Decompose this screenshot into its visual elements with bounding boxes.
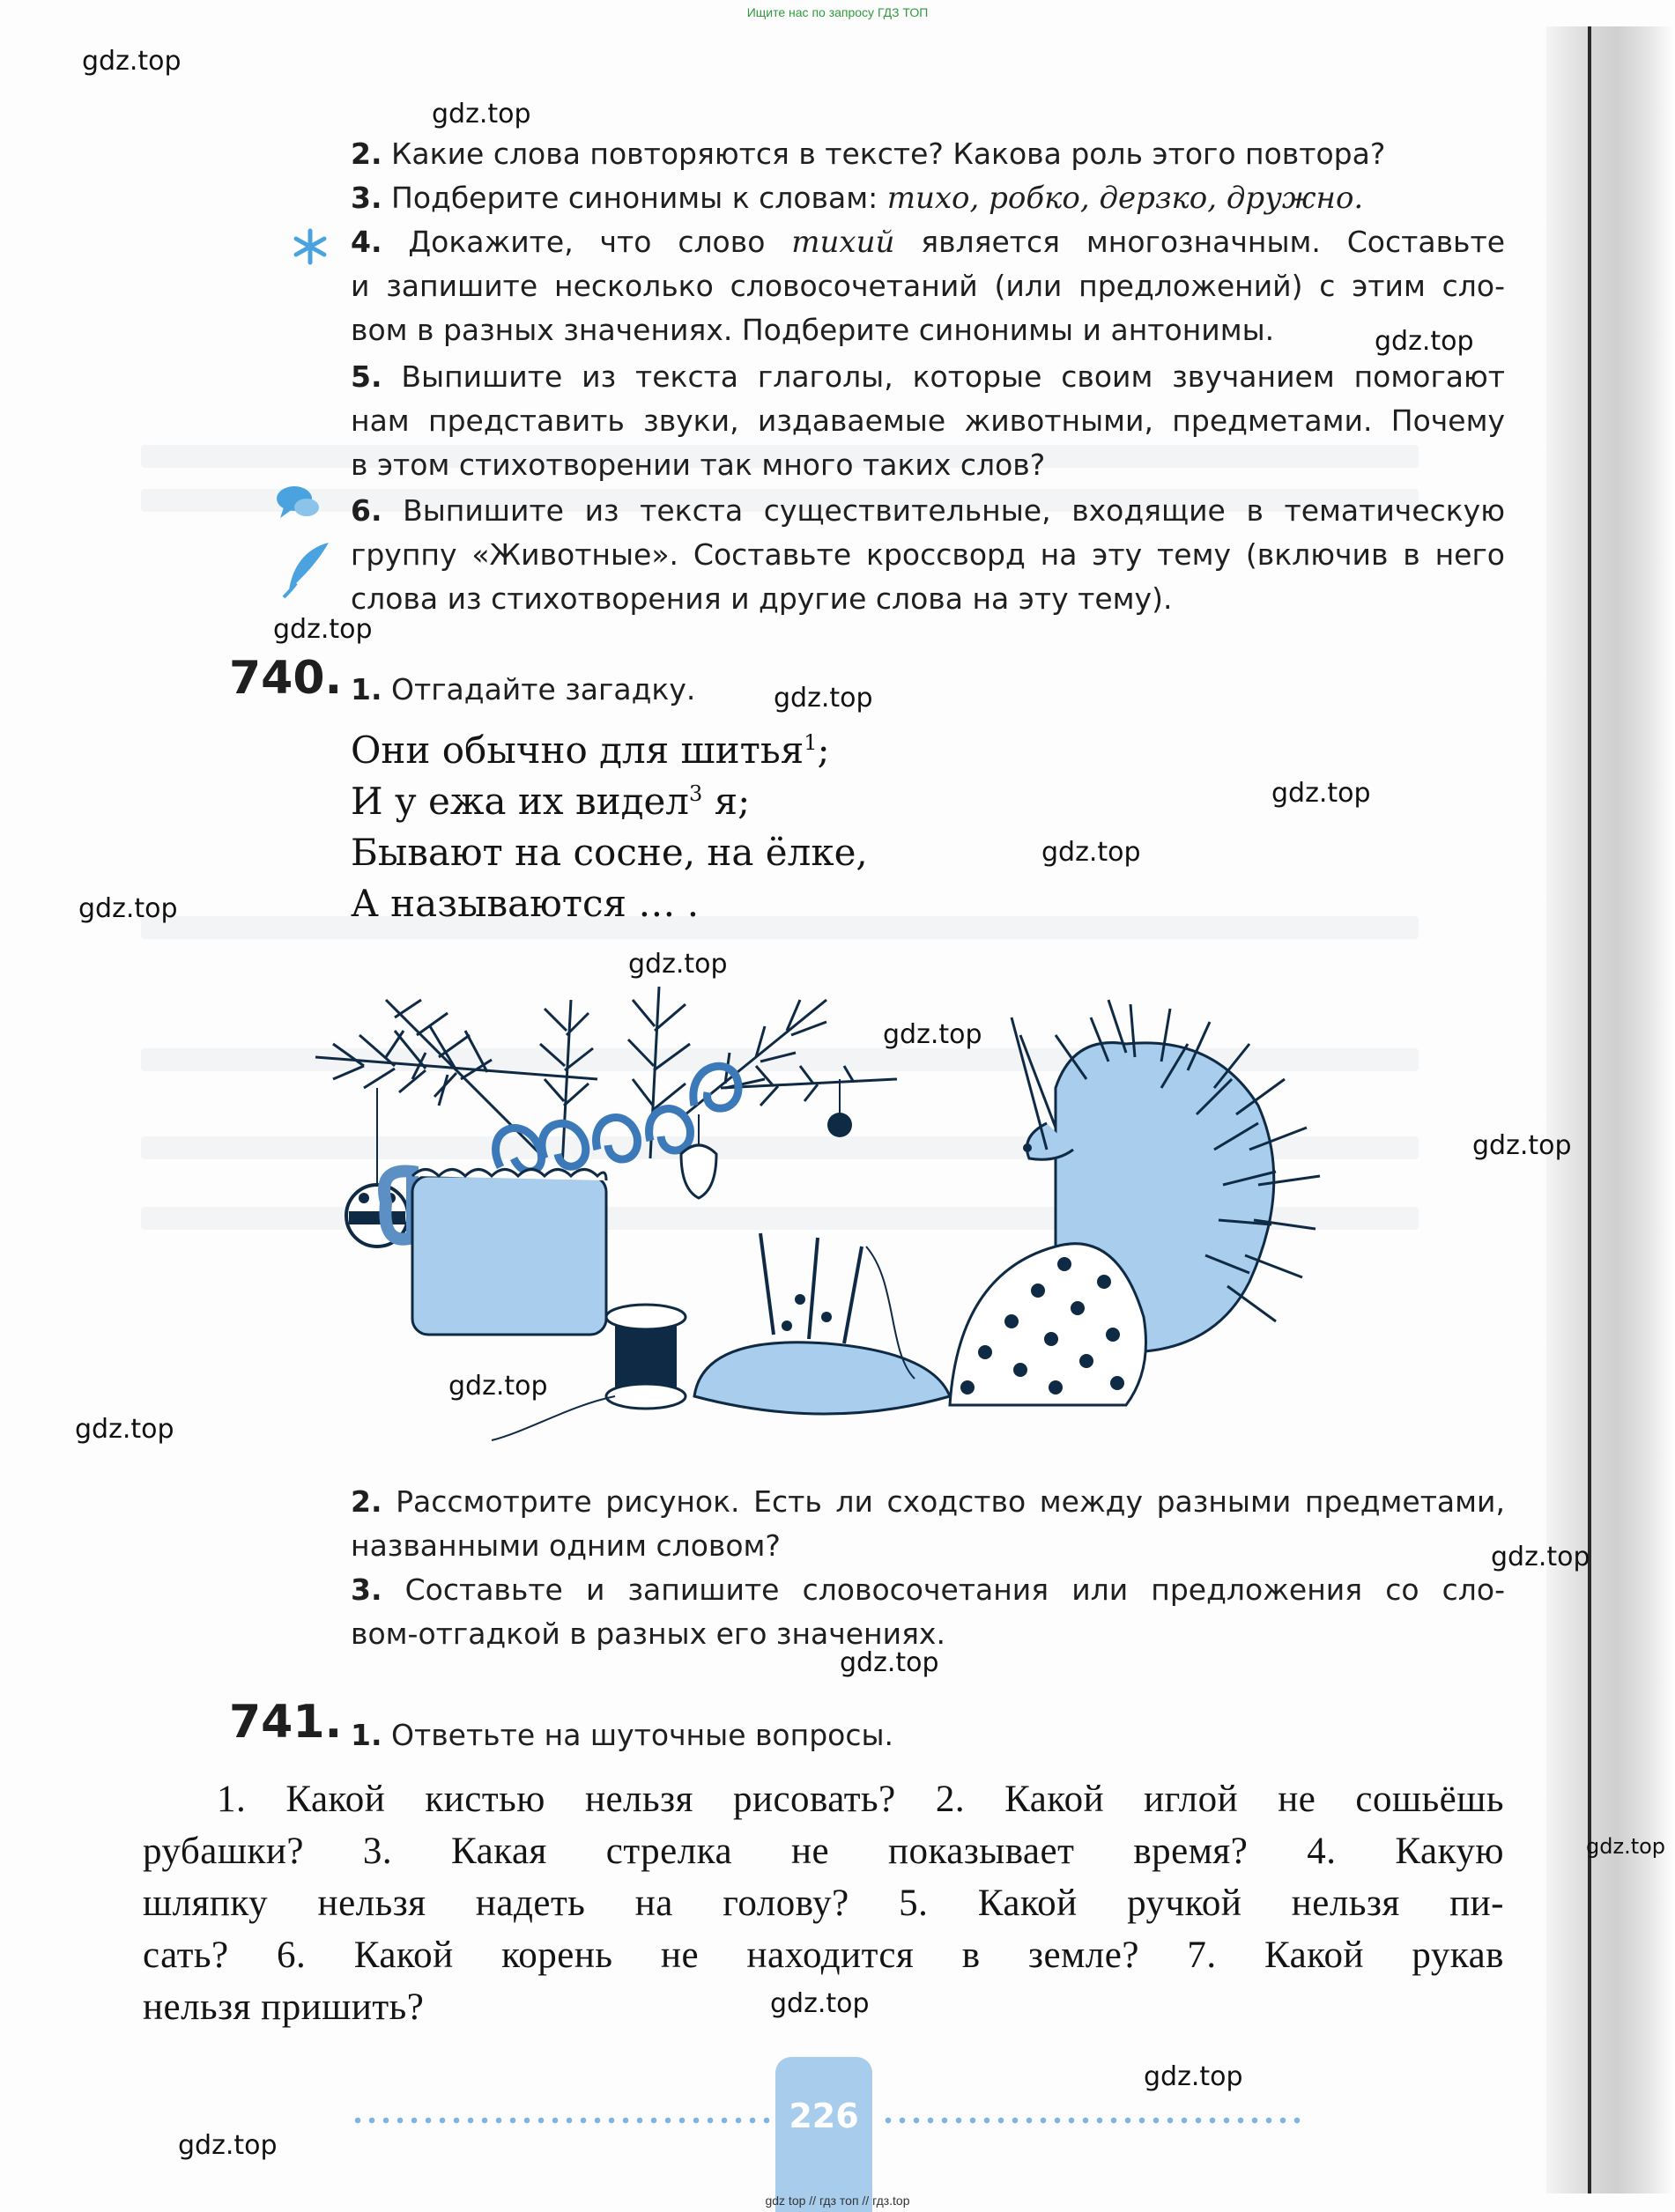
watermark: gdz.top bbox=[448, 1371, 548, 1402]
exercise-number-740: 740. bbox=[229, 652, 343, 705]
footer-dots bbox=[881, 2117, 1304, 2124]
riddle-illustration bbox=[280, 982, 1364, 1445]
watermark: gdz.top bbox=[75, 1414, 174, 1445]
ex741-text-line: рубашки? 3. Какая стрелка не показывает время? 4. Какую bbox=[143, 1831, 1504, 1872]
question-4: 4. Докажите, что слово тихий является многозначным. Составьте bbox=[351, 225, 1505, 260]
ex741-task1: 1. Ответьте на шуточные вопросы. bbox=[351, 1718, 894, 1752]
question-4-line2: и запишите несколько словосочетаний (или предложений) с этим сло- bbox=[351, 269, 1505, 303]
ex741-text-line: нельзя пришить? bbox=[143, 1986, 425, 2028]
page-binding-shadow bbox=[1546, 26, 1675, 2194]
exercise-number-741: 741. bbox=[229, 1696, 343, 1749]
watermark: gdz.top bbox=[1144, 2061, 1243, 2092]
question-6: 6. Выпишите из текста существительные, входящие в тематическую bbox=[351, 493, 1505, 528]
ex740-task2: 2. Рассмотрите рисунок. Есть ли сходство между разными предметами, bbox=[351, 1484, 1505, 1519]
quill-icon bbox=[280, 539, 333, 601]
riddle-line-3: Бывают на сосне, на ёлке, bbox=[351, 831, 868, 874]
watermark: gdz.top bbox=[628, 949, 728, 980]
question-5-line2: нам представить звуки, издаваемые животными, предметами. Почему bbox=[351, 403, 1505, 438]
riddle-line-1: Они обычно для шитья$^1$; bbox=[351, 729, 830, 772]
question-6-line3: слова из стихотворения и другие слова на эту тему). bbox=[351, 581, 1173, 616]
watermark: gdz.top bbox=[1491, 1542, 1590, 1572]
pincushion bbox=[694, 1233, 950, 1414]
top-banner: Ищите нас по запросу ГДЗ ТОП bbox=[746, 5, 929, 19]
question-5-line3: в этом стихотворении так много таких слов? bbox=[351, 448, 1046, 482]
question-3: 3. Подберите синонимы к словам: тихо, робко, дерзко, дружно. bbox=[351, 181, 1364, 216]
watermark: gdz.top bbox=[840, 1647, 939, 1678]
hedgehog bbox=[950, 1000, 1320, 1405]
watermark: gdz.top bbox=[178, 2130, 278, 2161]
watermark: gdz.top bbox=[1041, 837, 1141, 868]
question-2: 2. Какие слова повторяются в тексте? Какова роль этого повтора? bbox=[351, 137, 1386, 171]
question-5: 5. Выпишите из текста глаголы, которые своим звучанием помогают bbox=[351, 359, 1506, 394]
watermark: gdz.top bbox=[1375, 326, 1474, 357]
page-edge-line bbox=[1588, 26, 1591, 2194]
page-number: 226 bbox=[789, 2097, 859, 2135]
bleed-through bbox=[141, 916, 1419, 939]
fir-branch bbox=[315, 987, 897, 1167]
ex740-task2-line2: названными одним словом? bbox=[351, 1528, 781, 1563]
ex740-task3-line2: вом-отгадкой в разных его значениях. bbox=[351, 1616, 945, 1651]
discussion-icon bbox=[275, 483, 321, 525]
watermark: gdz.top bbox=[770, 1988, 870, 2019]
watermark: gdz.top bbox=[1472, 1130, 1572, 1161]
watermark: gdz.top bbox=[82, 46, 182, 77]
question-4-line3: вом в разных значениях. Подберите синонимы и антонимы. bbox=[351, 313, 1275, 347]
watermark: gdz.top bbox=[1271, 778, 1371, 809]
ex741-text-line: шляпку нельзя надеть на голову? 5. Какой ручкой нельзя пи- bbox=[143, 1883, 1504, 1924]
riddle-line-2: И у ежа их видел$^3$ я; bbox=[351, 780, 751, 823]
watermark: gdz.top bbox=[774, 683, 873, 714]
question-6-line2: группу «Животные». Составьте кроссворд на эту тему (включив в него bbox=[351, 537, 1505, 572]
ornament-small bbox=[827, 1079, 852, 1137]
asterisk-icon bbox=[291, 227, 330, 266]
ex741-text-line: сать? 6. Какой корень не находится в земле? 7. Какой рукав bbox=[143, 1935, 1504, 1976]
watermark: gdz.top bbox=[273, 614, 373, 645]
watermark: gdz.top bbox=[78, 893, 178, 924]
bottom-banner: gdz top // гдз топ // гдз.top bbox=[765, 2194, 910, 2208]
ex740-task1: 1. Отгадайте загадку. bbox=[351, 672, 696, 707]
ex740-task3: 3. Составьте и запишите словосочетания или предложения со сло- bbox=[351, 1572, 1505, 1607]
mug bbox=[384, 1170, 606, 1335]
riddle-line-4: А называются … . bbox=[351, 882, 700, 925]
watermark: gdz.top bbox=[883, 1019, 982, 1050]
watermark: gdz.top bbox=[1586, 1834, 1666, 1859]
footer-dots bbox=[351, 2117, 774, 2124]
watermark: gdz.top bbox=[432, 99, 531, 129]
ex741-text-line: 1. Какой кистью нельзя рисовать? 2. Какой иглой не сошьёшь bbox=[217, 1779, 1504, 1820]
